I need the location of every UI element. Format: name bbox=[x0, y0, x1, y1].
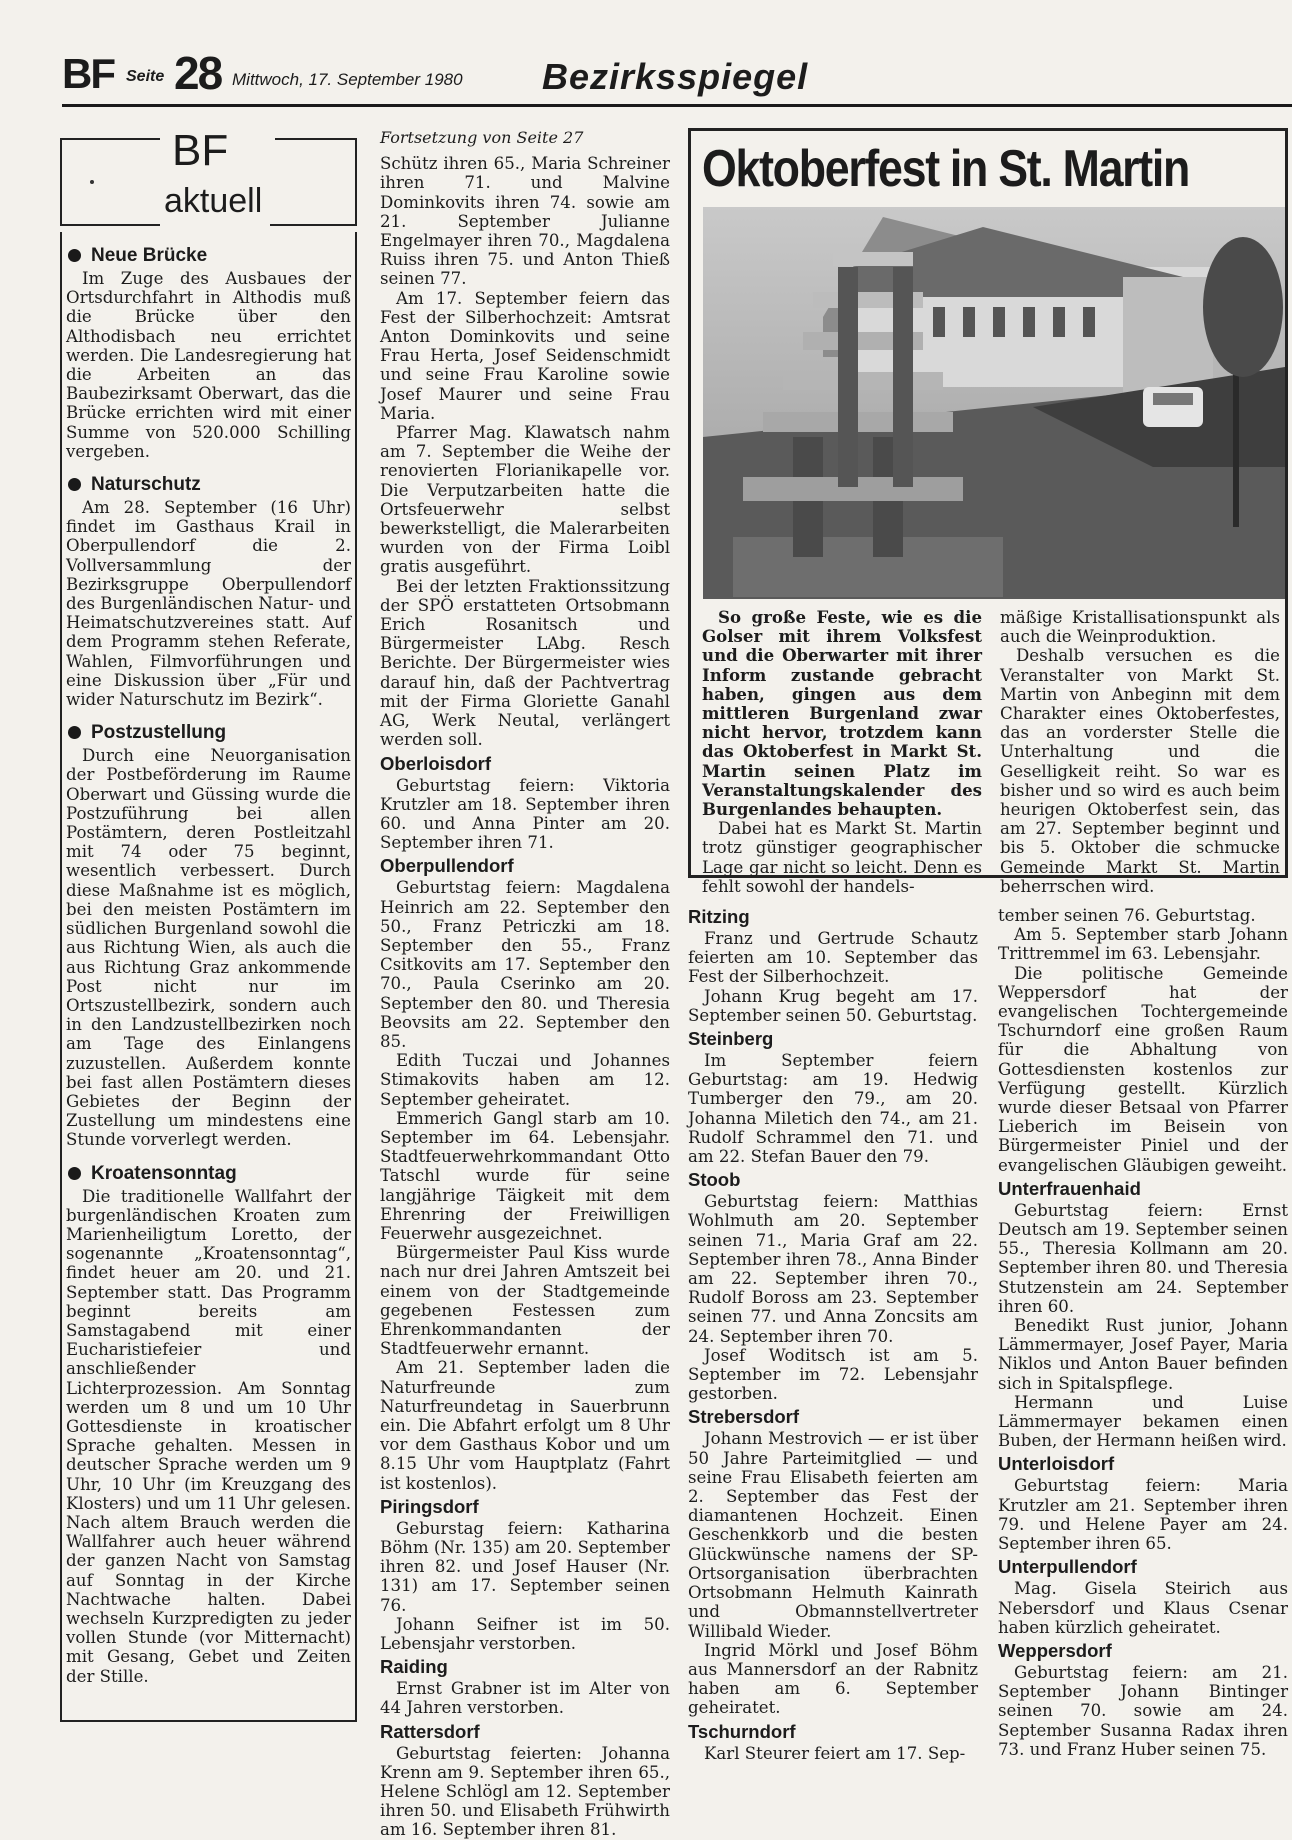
paragraph: Mag. Gisela Steirich aus Nebersdorf und Klaus Csenar haben kürzlich geheiratet. bbox=[998, 1579, 1288, 1637]
town-heading: Unterpullendorf bbox=[998, 1556, 1137, 1578]
paragraph: Johann Krug begeht am 17. September seinen 50. Geburtstag. bbox=[688, 986, 978, 1025]
newspaper-logo: BF bbox=[62, 50, 114, 97]
header-rule bbox=[62, 104, 1292, 107]
aktuell-column bbox=[66, 240, 351, 1686]
town-heading: Oberpullendorf bbox=[380, 855, 514, 877]
local-news-column-4 bbox=[998, 906, 1288, 1759]
paragraph: Geburtstag feiern: Maria Krutzler am 21. September ihren 79. und Helene Payer am 24. September ihren 65. bbox=[998, 1476, 1288, 1554]
article-heading: Naturschutz bbox=[66, 473, 351, 497]
paragraph: Pfarrer Mag. Klawatsch nahm am 7. September die Weihe der renovierten Florianikapelle vor. Die Verputzarbeiten hatte die Ortsfeuerwehr selbst bewerkstelligt, die Malerarbeiten wurden von der Firma Loibl gratis ausgeführt. bbox=[380, 423, 670, 577]
paragraph: Am 21. September laden die Naturfreunde zum Naturfreundetag in Sauerbrunn ein. Die Abfahrt erfolgt um 8 Uhr vor dem Gasthaus Kobor und um 8.15 Uhr vom Hauptplatz (Fahrt ist kostenlos). bbox=[380, 1358, 670, 1493]
local-news-column-2 bbox=[380, 125, 670, 1840]
paragraph: Am 5. September starb Johann Trittremmel im 63. Lebensjahr. bbox=[998, 925, 1288, 964]
paragraph: tember seinen 76. Geburtstag. bbox=[998, 906, 1256, 925]
paragraph: Emmerich Gangl starb am 10. September im 64. Lebensjahr. Stadtfeuerwehrkommandant Otto Tatschl wurde für seine langjährige Täigkeit mit dem Ehrenring der Freiwilligen Feuerwehr ausgezeichnet. bbox=[380, 1108, 670, 1243]
town-heading: Raiding bbox=[380, 1656, 448, 1678]
paragraph: Geburstag feiern: Katharina Böhm (Nr. 135) am 20. September ihren 82. und Josef Hauser (Nr. 131) am 17. September seinen 76. bbox=[380, 1518, 670, 1615]
continuation-note: Fortsetzung von Seite 27 bbox=[380, 128, 584, 147]
paragraph: Johann Mestrovich — er ist über 50 Jahre Parteimitglied — und seine Frau Elisabeth feierten am 2. September das Fest der diamantenen Hochzeit. Einen Geschenkkorb und die besten Glückwünsche namens der SP-Ortsorganisation überbrachten Ortsobmann Helmuth Kainrath und Obmannstellvertreter Willibald Wieder. bbox=[688, 1429, 978, 1641]
section-title: Bezirksspiegel bbox=[542, 56, 809, 97]
paragraph: Franz und Gertrude Schautz feierten am 10. September das Fest der Silberhochzeit. bbox=[688, 929, 978, 987]
town-heading: Oberloisdorf bbox=[380, 752, 492, 774]
bullet-icon bbox=[68, 249, 81, 262]
paragraph: Karl Steurer feiert am 17. Sep- bbox=[704, 1743, 966, 1763]
article-text: Am 28. September (16 Uhr) findet im Gasthaus Krail in Oberpullendorf die 2. Vollversammlung der Bezirksgruppe Oberpullendorf des Burgenländischen Natur- und Heimatschutzvereines statt. Auf dem Programm stehen Referate, Wahlen, Filmvorführungen und eine Diskussion über „Für und wider Naturschutz im Bezirk“. bbox=[66, 498, 351, 710]
article-heading: Postzustellung bbox=[66, 721, 351, 745]
paragraph: Im September feiern Geburtstag: am 19. Hedwig Tumberger den 79., am 20. Johanna Miletich den 74., am 21. Rudolf Schrammel den 71. und am 22. Stefan Bauer den 79. bbox=[688, 1051, 978, 1167]
page-number: 28 bbox=[174, 47, 222, 99]
town-heading: Piringsdorf bbox=[380, 1495, 479, 1517]
town-heading: Weppersdorf bbox=[998, 1639, 1112, 1661]
feature-lead: So große Feste, wie es die Golser mit ihrem Volksfest und die Oberwarter mit ihrer Inform zustande gebracht haben, gingen aus dem mittleren Burgenland zwar nicht hervor, trotzdem kann das Oktoberfest in Markt St. Martin seinen Platz im Veranstaltungskalender des Burgenlandes behaupten. bbox=[702, 607, 982, 820]
feature-column-2 bbox=[1000, 608, 1280, 896]
issue-date: Mittwoch, 17. September 1980 bbox=[232, 70, 463, 89]
bullet-icon bbox=[68, 726, 81, 739]
town-heading: Tschurndorf bbox=[688, 1720, 796, 1742]
aktuell-box-title: BF bbox=[172, 126, 229, 175]
paragraph: Geburtstag feiern: Ernst Deutsch am 19. September seinen 55., Theresia Kollmann am 20. September ihren 80. und Theresia Stutzenstein am 24. September ihren 60. bbox=[998, 1200, 1288, 1316]
town-heading: Stoob bbox=[688, 1169, 741, 1191]
town-heading: Unterfrauenhaid bbox=[998, 1177, 1141, 1199]
aktuell-box-subtitle: aktuell bbox=[164, 182, 263, 220]
feature-photo bbox=[703, 207, 1285, 599]
paragraph: Schütz ihren 65., Maria Schreiner ihren 71. und Malvine Dominkovits ihren 74. sowie am 21. September Julianne Engelmayer ihren 70., Magdalena Ruiss ihren 75. und Anton Thieß seinen 77. bbox=[380, 154, 670, 289]
paragraph: Ernst Grabner ist im Alter von 44 Jahren verstorben. bbox=[380, 1679, 670, 1718]
paragraph: Am 17. September feiern das Fest der Silberhochzeit: Amtsrat Anton Dominkovits und seine Frau Herta, Josef Seidenschmidt und seine Frau Karoline sowie Josef Maurer und seine Frau Maria. bbox=[380, 288, 670, 423]
paragraph: Benedikt Rust junior, Johann Lämmermayer, Josef Payer, Maria Niklos und Anton Bauer befinden sich in Spitalspflege. bbox=[998, 1316, 1288, 1393]
feature-column-1 bbox=[702, 608, 982, 896]
page-label: Seite bbox=[126, 68, 165, 85]
town-heading: Ritzing bbox=[688, 906, 750, 927]
paragraph: Geburtstag feiern: Magdalena Heinrich am 22. September den 50., Franz Petriczki am 18. September den 55., Franz Csitkovits am 17. September den 70., Paula Cserinko am 20. September den 80. und Theresia Beovsits am 22. September den 85. bbox=[380, 878, 670, 1051]
town-heading: Unterloisdorf bbox=[998, 1453, 1115, 1475]
paragraph: Edith Tuczai und Johannes Stimakovits haben am 12. September geheiratet. bbox=[380, 1051, 670, 1109]
article-heading: Kroatensonntag bbox=[66, 1162, 351, 1186]
paragraph: Johann Seifner ist im 50. Lebensjahr verstorben. bbox=[380, 1614, 670, 1654]
paragraph: Geburtstag feiern: Viktoria Krutzler am 18. September ihren 60. und Anna Pinter am 20. September ihren 71. bbox=[380, 775, 670, 853]
paragraph: Dabei hat es Markt St. Martin trotz günstiger geographischer Lage gar nicht so leicht. Denn es fehlt sowohl der handels- bbox=[702, 819, 982, 896]
feature-headline: Oktoberfest in St. Martin bbox=[702, 140, 1190, 198]
photo-sculpture-street bbox=[703, 207, 1285, 599]
paragraph: Geburtstag feierten: Johanna Krenn am 9. September ihren 65., Helene Schlögl am 12. September ihren 50. und Elisabeth Frühwirth am 16. September ihren 81. bbox=[380, 1743, 670, 1840]
article-text: Im Zuge des Ausbaues der Ortsdurchfahrt in Althodis muß die Brücke über den Althodisbach neu errichtet werden. Die Landesregierung hat die Arbeiten an das Baubezirksamt Oberwart, das die Brücke errichten wird mit einer Summe von 520.000 Schilling vergeben. bbox=[66, 269, 351, 461]
article-heading: Neue Brücke bbox=[66, 244, 351, 268]
paragraph: Josef Woditsch ist am 5. September im 72. Lebensjahr gestorben. bbox=[688, 1345, 978, 1404]
paragraph: Geburtstag feiern: am 21. September Johann Bintinger seinen 70. sowie am 24. September Susanna Radax ihren 73. und Franz Huber seinen 75. bbox=[998, 1662, 1288, 1759]
town-heading: Steinberg bbox=[688, 1028, 774, 1050]
article-text: Die traditionelle Wallfahrt der burgenländischen Kroaten zum Marienheiligtum Loretto, der sogenannte „Kroatensonntag“, findet heuer am 20. und 21. September statt. Das Programm beginnt bereits am Samstagabend mit einer Eucharistiefeier und anschließender Lichterprozession. Am Sonntag werden um 8 und um 10 Uhr Gottesdienste in kroatischer Sprache gehalten. Messen in deutscher Sprache werden um 9 Uhr, 10 Uhr (im Kreuzgang des Klosters) und um 11 Uhr gelesen. Nach altem Brauch werden die Wallfahrer auch heuer während der ganzen Nacht von Samstag auf Sonntag in der Kirche Nachtwache halten. Dabei wechseln Kurzpredigten zu jeder vollen Stunde (vor Mitternacht) mit Gesang, Gebet und Zeiten der Stille. bbox=[66, 1186, 351, 1686]
bullet-icon bbox=[68, 478, 81, 491]
article-text: Durch eine Neuorganisation der Postbeförderung im Raume Oberwart und Güssing wurde die Postzuführung bei allen Postämtern, deren Postleitzahl mit 74 oder 75 beginnt, wesentlich verbessert. Durch diese Maßnahme ist es möglich, bei den meisten Postämtern im südlichen Burgenland sowohl die aus Richtung Wien, als auch die aus Richtung Graz ankommende Post nicht nur im Ortszustellbezirk, sondern auch in den Landzustellbezirken noch am Tage des Einlangens zuzustellen. Außerdem konnte bei fast allen Postämtern dieses Gebietes der Beginn der Zustellung um mindestens eine Stunde vorverlegt werden. bbox=[66, 746, 351, 1150]
paragraph: Hermann und Luise Lämmermayer bekamen einen Buben, der Hermann heißen wird. bbox=[998, 1392, 1288, 1451]
town-heading: Rattersdorf bbox=[380, 1720, 480, 1742]
paragraph: Ingrid Mörkl und Josef Böhm aus Mannersdorf an der Rabnitz haben am 6. September geheiratet. bbox=[688, 1640, 978, 1718]
page-header bbox=[62, 47, 1292, 100]
paragraph: Bei der letzten Fraktionssitzung der SPÖ erstatteten Ortsobmann Erich Rosanitsch und Bürgermeister LAbg. Resch Berichte. Der Bürgermeister wies darauf hin, daß der Pachtvertrag mit der Firma Gloriette Ganahl AG, Werk Neutal, verlängert werden soll. bbox=[380, 576, 670, 750]
paragraph: Die politische Gemeinde Weppersdorf hat der evangelischen Tochtergemeinde Tschurndorf eine großen Raum für die Abhaltung von Gottesdiensten kostenlos zur Verfügung gestellt. Kürzlich wurde dieser Betsaal von Pfarrer Lieberich im Beisein von Bürgermeister Piniel und der evangelischen Gläubigen geweiht. bbox=[998, 963, 1288, 1175]
town-heading: Strebersdorf bbox=[688, 1406, 800, 1428]
paragraph: mäßige Kristallisationspunkt als auch die Weinproduktion. bbox=[1000, 608, 1280, 647]
paragraph: Geburtstag feiern: Matthias Wohlmuth am 20. September seinen 71., Maria Graf am 22. September ihren 78., Anna Binder am 22. September ihren 70., Rudolf Boross am 23. September seinen 77. und Anna Zoncsits am 24. September ihren 70. bbox=[688, 1192, 978, 1346]
bullet-icon bbox=[68, 1167, 81, 1180]
bf-aktuell-box bbox=[60, 128, 357, 230]
paragraph: Deshalb versuchen es die Veranstalter von Markt St. Martin von Anbeginn mit dem Charakter eines Oktoberfestes, das an vorderster Stelle die Unterhaltung und die Geselligkeit reiht. So war es bisher und so wird es auch beim heurigen Oktoberfest sein, das am 27. September beginnt und bis 5. Oktober die schmucke Gemeinde Markt St. Martin beherrschen wird. bbox=[1000, 646, 1280, 896]
local-news-column-3 bbox=[688, 906, 978, 1763]
paragraph: Bürgermeister Paul Kiss wurde nach nur drei Jahren Amtszeit bei einem von der Stadtgemeinde gegebenen Festessen zum Ehrenkommandanten der Stadtfeuerwehr ernannt. bbox=[380, 1243, 670, 1359]
